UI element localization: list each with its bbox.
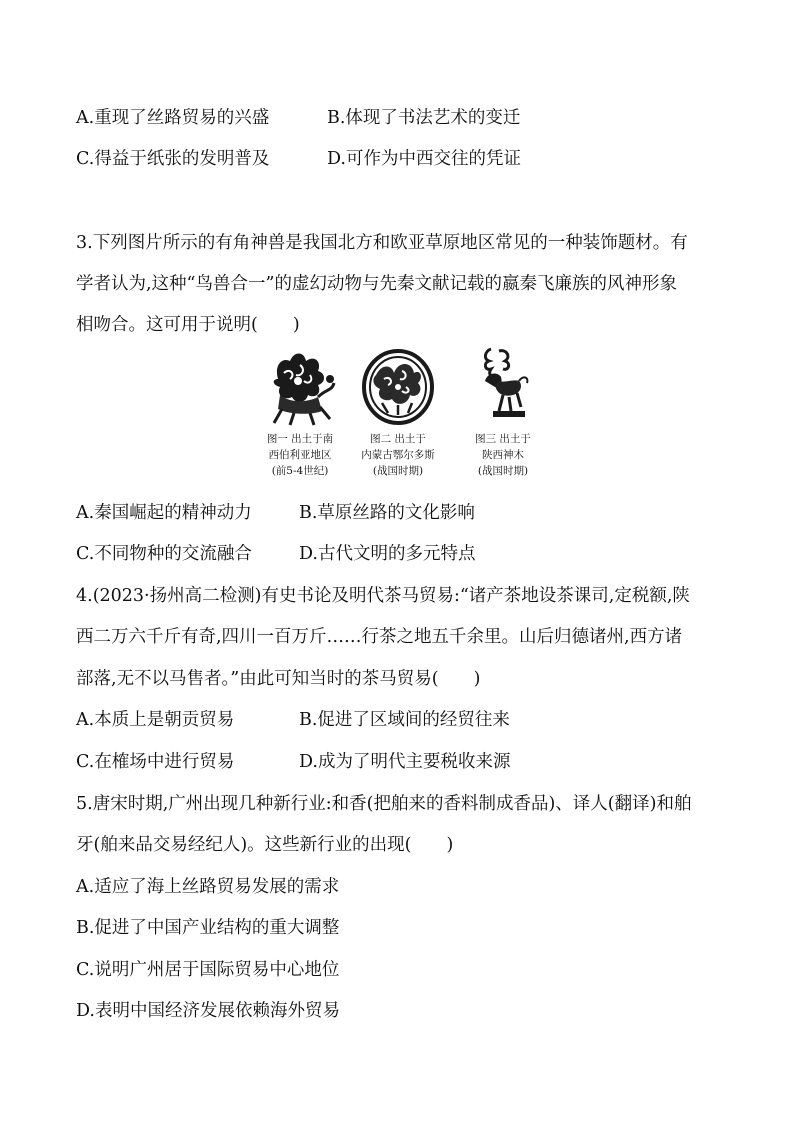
horned-beast-plaque-image <box>260 345 340 427</box>
q3-stem-line-2: 学者认为,这种“鸟兽合一”的虚幻动物与先秦文献记载的嬴秦飞廉族的风神形象 <box>76 274 677 294</box>
figure-3 <box>448 345 558 479</box>
figure-3-caption-line-1: 图三 出土于 <box>475 433 531 445</box>
figure-2-caption-line-1: 图二 出土于 <box>370 433 426 445</box>
q3-option-a: A.秦国崛起的精神动力 <box>76 503 252 523</box>
q4-stem-line-2: 西二万六千斤有奇,四川一百万斤……行茶之地五千余里。山后归德诸州,西方诸 <box>76 627 683 647</box>
q4-option-d: D.成为了明代主要税收来源 <box>299 752 511 772</box>
horned-deer-figurine-image <box>463 345 543 427</box>
q2-option-b: B.体现了书法艺术的变迁 <box>327 108 521 128</box>
q2-option-c: C.得益于纸张的发明普及 <box>76 149 270 169</box>
figure-3-caption-line-2: 陕西神木 <box>482 449 524 461</box>
q4-stem-line-3: 部落,无不以马售者。”由此可知当时的茶马贸易( ) <box>76 669 481 689</box>
q3-option-d: D.古代文明的多元特点 <box>299 544 476 564</box>
q4-option-b: B.促进了区域间的经贸往来 <box>299 710 510 730</box>
q4-stem-line-1: 4.(2023·扬州高二检测)有史书论及明代茶马贸易:“诸产茶地设茶课司,定税额,陕 <box>76 586 690 606</box>
q3-option-c: C.不同物种的交流融合 <box>76 544 252 564</box>
figure-2-caption-line-2: 内蒙古鄂尔多斯 <box>361 449 435 461</box>
figure-1-caption-line-1: 图一 出土于南 <box>266 433 334 445</box>
q3-option-b: B.草原丝路的文化影响 <box>299 503 475 523</box>
figure-2 <box>343 345 453 479</box>
q5-option-c: C.说明广州居于国际贸易中心地位 <box>76 960 340 980</box>
q3-stem-line-3: 相吻合。这可用于说明( ) <box>76 315 300 335</box>
figure-1-caption-line-3: (前5-4世纪) <box>271 465 329 477</box>
figure-1 <box>245 345 355 479</box>
q3-stem-line-1: 3.下列图片所示的有角神兽是我国北方和欧亚草原地区常见的一种装饰题材。有 <box>76 233 688 253</box>
figure-3-caption-line-3: (战国时期) <box>477 465 529 477</box>
figure-1-caption-line-2: 西伯利亚地区 <box>268 449 332 461</box>
q5-stem-line-2: 牙(舶来品交易经纪人)。这些新行业的出现( ) <box>76 835 454 855</box>
q5-option-d: D.表明中国经济发展依赖海外贸易 <box>76 1001 340 1021</box>
q2-option-d: D.可作为中西交往的凭证 <box>327 149 521 169</box>
round-beast-plaque-image <box>358 345 438 427</box>
q4-option-a: A.本质上是朝贡贸易 <box>76 710 235 730</box>
q4-option-c: C.在榷场中进行贸易 <box>76 752 235 772</box>
q5-stem-line-1: 5.唐宋时期,广州出现几种新行业:和香(把舶来的香料制成香品)、译人(翻译)和舶 <box>76 794 692 814</box>
q2-option-a: A.重现了丝路贸易的兴盛 <box>76 108 270 128</box>
q5-option-a: A.适应了海上丝路贸易发展的需求 <box>76 877 340 897</box>
figure-2-caption-line-3: (战国时期) <box>372 465 424 477</box>
q5-option-b: B.促进了中国产业结构的重大调整 <box>76 918 340 938</box>
